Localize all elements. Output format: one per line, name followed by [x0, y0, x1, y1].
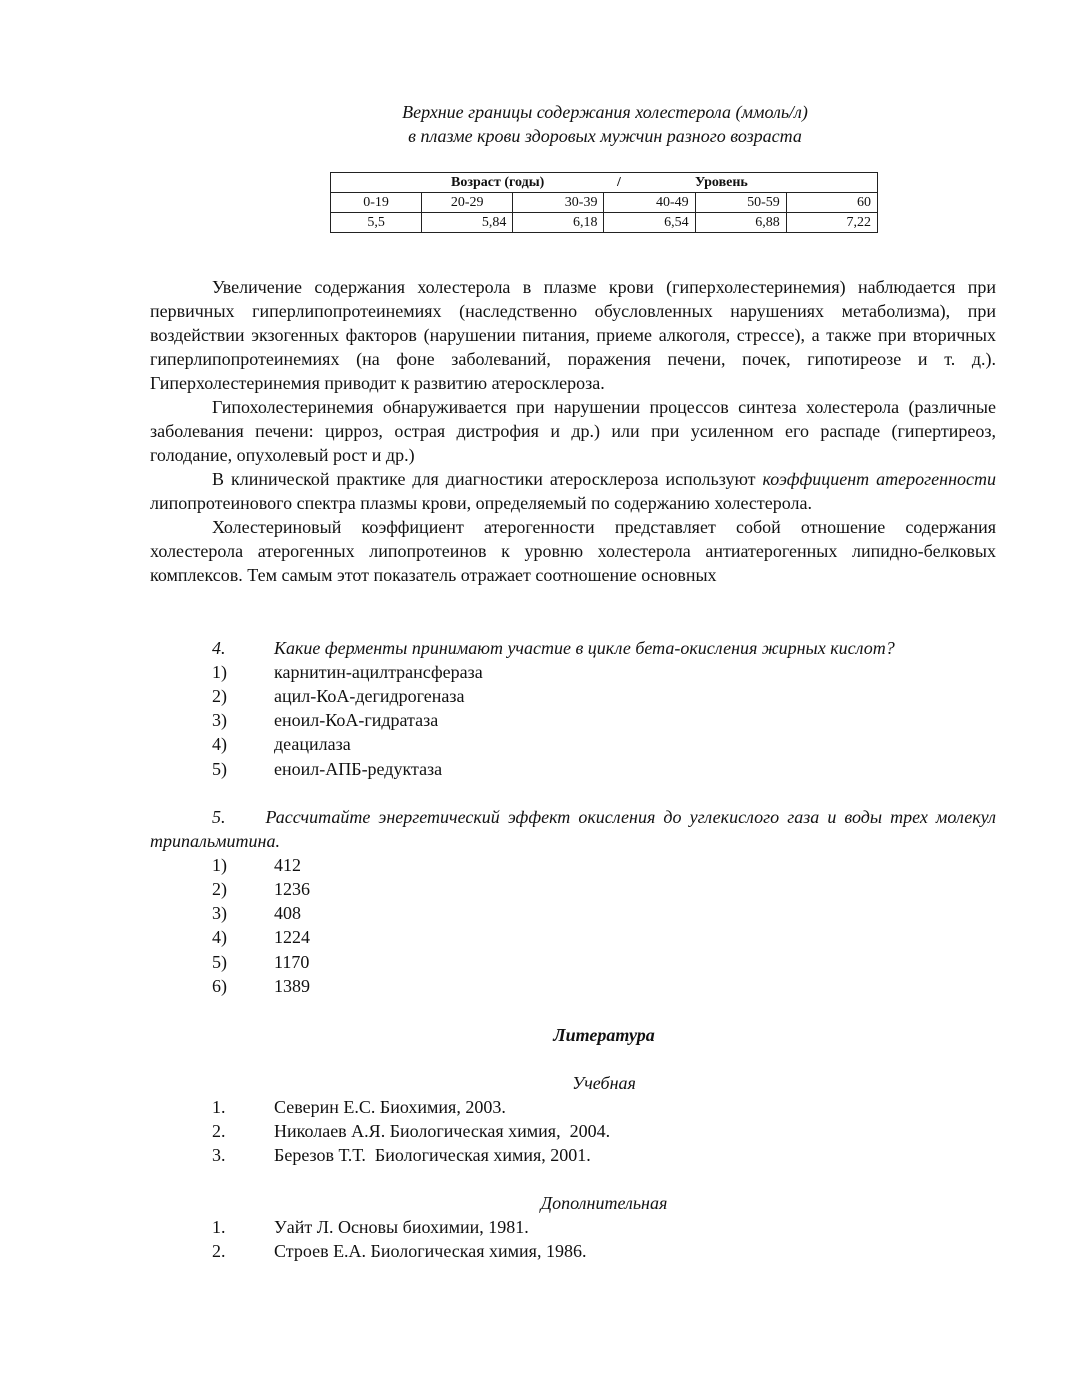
option-text: 1170: [274, 952, 310, 972]
option-text: 408: [274, 903, 301, 923]
option-number: 1): [212, 662, 227, 682]
table-age-row: [331, 193, 878, 213]
option-text: ацил-КоА-дегидрогеназа: [274, 686, 465, 706]
cholesterol-table: [330, 172, 878, 233]
table-caption-line-1: Верхние границы содержания холестерола (ммоль/л): [402, 102, 808, 122]
option-text: 412: [274, 855, 301, 875]
paragraph-atherogenic-coefficient: [150, 467, 996, 515]
age-cell: 40-49: [604, 193, 695, 213]
literature-number: 1.: [212, 1097, 226, 1117]
table-level-row: [331, 213, 878, 233]
level-cell: 5,5: [331, 213, 422, 233]
literature-extra-heading: Дополнительная: [540, 1193, 668, 1213]
option-number: 4): [212, 927, 227, 947]
term-atherogenic-coefficient: коэффициент атерогенности: [762, 469, 996, 489]
body-text: [150, 275, 996, 587]
literature-text: Николаев А.Я. Биологическая химия, 2004.: [274, 1121, 611, 1141]
paragraph-text: липопротеинового спектра плазмы крови, определяемый по содержанию холестерола.: [150, 493, 812, 513]
level-cell: 7,22: [786, 213, 877, 233]
header-age: Возраст (годы): [451, 175, 545, 190]
literature-number: 2.: [212, 1121, 226, 1141]
option-text: 1224: [274, 927, 310, 947]
paragraph-hypercholesterolemia: Увеличение содержания холестерола в плазме крови (гиперхолестеринемия) наблюдается при первичных гиперлипопротеинемиях (наследственно обусловленных нарушениях метаболизма), при воздействии экзогенных факторов (нарушении питания, приеме алкоголя, стрессе), а также при вторичных гиперлипопротеинемиях (на фоне заболеваний, поражения печени, почек, гипотиреозе и т. д.). Гиперхолестеринемия приводит к развитию атеросклероза.: [150, 277, 996, 393]
literature-text: Строев Е.А. Биологическая химия, 1986.: [274, 1241, 587, 1261]
table-header-row: [331, 173, 878, 193]
literature-text: Березов Т.Т. Биологическая химия, 2001.: [274, 1145, 591, 1165]
question-5: [150, 805, 996, 853]
option-text: 1236: [274, 879, 310, 899]
option-number: 4): [212, 734, 227, 754]
option-text: 1389: [274, 976, 310, 996]
literature-text: Уайт Л. Основы биохимии, 1981.: [274, 1217, 529, 1237]
option-number: 3): [212, 903, 227, 923]
option-text: карнитин-ацилтрансфераза: [274, 662, 483, 682]
level-cell: 6,18: [513, 213, 604, 233]
level-cell: 5,84: [422, 213, 513, 233]
table-header-cell: [331, 173, 878, 193]
literature-number: 2.: [212, 1241, 226, 1261]
option-text: еноил-АПБ-редуктаза: [274, 759, 443, 779]
age-cell: 50-59: [695, 193, 786, 213]
literature-number: 1.: [212, 1217, 226, 1237]
option-text: деацилаза: [274, 734, 351, 754]
age-cell: 20-29: [422, 193, 513, 213]
header-level: Уровень: [695, 175, 748, 190]
age-cell: 30-39: [513, 193, 604, 213]
level-cell: 6,88: [695, 213, 786, 233]
question-number: 5.: [212, 807, 226, 827]
question-text: Рассчитайте энергетический эффект окисления до углекислого газа и воды трех молекул трипальмитина.: [150, 807, 996, 851]
paragraph-hypocholesterolemia: Гипохолестеринемия обнаруживается при нарушении процессов синтеза холестерола (различные заболевания печени: цирроз, острая дистрофия и др.) или при усиленном его распаде (гипертиреоз, голодание, опухолевый рост и др.): [150, 397, 996, 465]
option-number: 5): [212, 952, 227, 972]
literature-text: Северин Е.С. Биохимия, 2003.: [274, 1097, 506, 1117]
question-text: Какие ферменты принимают участие в цикле бета-окисления жирных кислот?: [274, 638, 895, 658]
paragraph-text: В клинической практике для диагностики атеросклероза используют: [212, 469, 763, 489]
level-cell: 6,54: [604, 213, 695, 233]
question-number: 4.: [212, 638, 226, 658]
age-cell: 0-19: [331, 193, 422, 213]
option-text: еноил-КоА-гидратаза: [274, 710, 439, 730]
table-caption-line-2: в плазме крови здоровых мужчин разного возраста: [408, 126, 802, 146]
option-number: 5): [212, 759, 227, 779]
literature-main-heading: Учебная: [572, 1073, 636, 1093]
option-number: 1): [212, 855, 227, 875]
age-cell: 60: [786, 193, 877, 213]
option-number: 3): [212, 710, 227, 730]
option-number: 6): [212, 976, 227, 996]
header-separator: /: [617, 175, 621, 190]
literature-title: Литература: [553, 1025, 655, 1045]
literature-number: 3.: [212, 1145, 226, 1165]
option-number: 2): [212, 686, 227, 706]
option-number: 2): [212, 879, 227, 899]
paragraph-cholesterol-coefficient: Холестериновый коэффициент атерогенности представляет собой отношение содержания холестерола атерогенных липопротеинов к уровню холестерола антиатерогенных липидно-белковых комплексов. Тем самым этот показатель отражает соотношение основных: [150, 517, 996, 585]
